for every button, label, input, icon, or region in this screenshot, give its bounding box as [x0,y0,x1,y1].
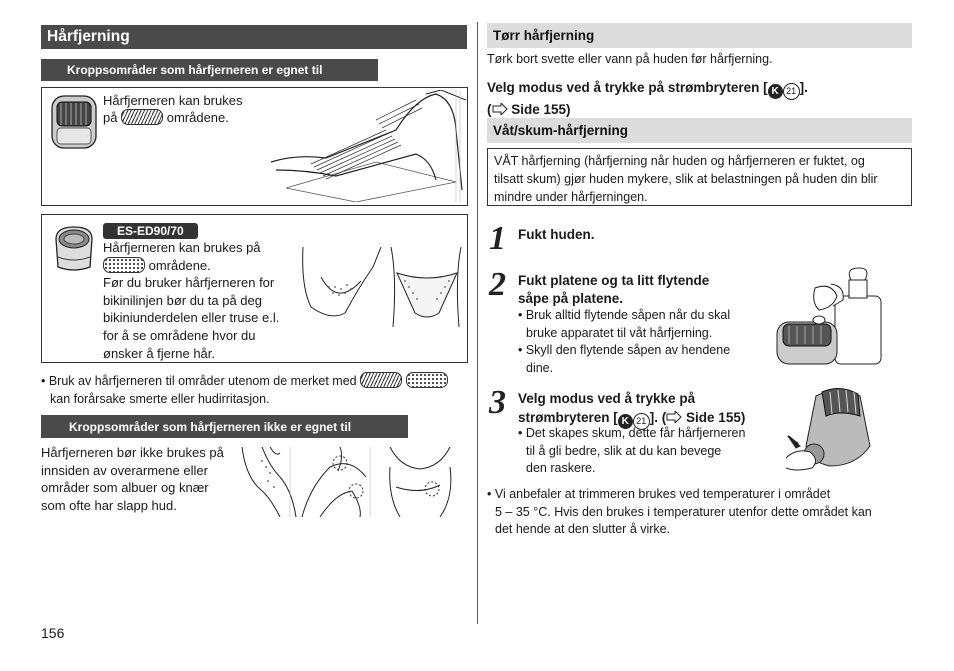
temperature-note-line: • Vi anbefaler at trimmeren brukes ved temperaturer i området [487,487,831,501]
wet-info-line: VÅT hårfjerning (hårfjerning når huden og hårfjerneren er fuktet, og [494,154,865,168]
epilator-head-icon [48,94,100,150]
step-3-title-mid: ]. ( [649,410,667,425]
wet-info-box [487,148,912,206]
epilator-hand-illustration [786,386,882,472]
hatch-swatch-icon [121,109,163,125]
temperature-note [487,486,872,539]
hatch-swatch-icon [360,372,402,388]
step-2-bullet-line: dine. [526,360,554,375]
box2-para-line: bikiniunderdelen eller truse e.l. [103,310,280,326]
box2-para-line: bikinilinjen bør du ta på deg [103,292,262,308]
wet-info-line: mindre under hårfjerningen. [494,190,648,204]
dry-heading: Tørr hårfjerning [493,28,595,43]
box1-line1: Hårfjerneren kan brukes [103,93,243,108]
bikini-illustration [301,247,465,327]
dry-heading-bar [487,23,912,48]
step-3-title-post: Side 155) [686,410,746,425]
wet-heading-bar [487,118,912,143]
section-title-bar [41,25,467,49]
step-3-bullet [518,425,745,478]
suitable-box-2 [41,214,468,363]
box2-text [103,239,279,362]
step-3-title-pre: strømbryteren [ [518,410,618,425]
box2-para-line: Før du bruker hårfjerneren for [103,275,275,291]
temperature-note-line: 5 – 35 °C. Hvis den brukes i temperaturer utenfor dette området kan [495,504,872,519]
unsuitable-heading: Kroppsområder som hårfjerneren ikke er egnet til [69,420,352,434]
box1-line2 [103,109,242,126]
circled-number-icon: 21 [633,413,650,430]
mode-line1 [487,78,808,100]
step-3-number: 3 [489,384,506,421]
box2-line2-post: områdene. [148,257,211,273]
usage-note [41,372,471,408]
unsuitable-text [41,444,224,514]
k-mode-icon: K [618,414,633,429]
k-mode-icon: K [768,84,783,99]
box2-line2 [103,257,279,275]
usage-note-text: • Bruk av hårfjerneren til områder utenom de merket med [41,374,357,388]
legs-illustration [266,90,466,202]
column-divider [477,22,478,624]
step-3-bullet-line: • Det skapes skum, dette får hårfjerneren [518,426,746,440]
box1-line2-post: områdene. [166,110,229,125]
box2-line1: Hårfjerneren kan brukes på [103,240,261,255]
suitable-box-1 [41,87,468,206]
mode-instruction [487,78,808,119]
step-2-bullet-line: bruke apparatet til våt hårfjerning. [526,325,713,340]
step-1-number: 1 [489,220,506,257]
wet-info-line: tilsatt skum) gjør huden mykere, slik at belastningen på huden din blir [494,172,878,186]
arrow-right-icon [492,103,508,115]
step-3-bullet-line: den raskere. [526,461,596,475]
step-2-title-line: Fukt platene og ta litt flytende [518,273,710,288]
temperature-note-line: det hende at den slutter å virke. [495,522,671,536]
arms-knee-illustration [240,447,460,517]
box2-para-line: ønsker å fjerne hår. [103,345,215,361]
unsuitable-line: innsiden av overarmene eller [41,462,208,478]
unsuitable-line: som ofte har slapp hud. [41,497,177,513]
box1-line2-pre: på [103,110,118,125]
mode-line1-pre: Velg modus ved å trykke på strømbryteren [ [487,80,768,95]
step-3-title [518,389,745,430]
unsuitable-line: områder som albuer og knær [41,480,209,496]
shaver-head-icon [50,223,98,275]
circled-number-icon: 21 [783,83,800,100]
step-1-title: Fukt huden. [518,227,595,242]
dot-swatch-icon [103,257,145,273]
mode-line1-post: ]. [799,80,808,95]
step-3-bullet-line: til å gli bedre, slik at du kan bevege [526,443,722,458]
unsuitable-heading-bar [41,415,408,438]
soap-bottle-illustration [775,266,885,366]
box1-text [103,92,242,126]
suitable-heading-bar [41,59,378,81]
usage-note-line1 [41,372,471,390]
suitable-heading: Kroppsområder som hårfjerneren er egnet til [67,63,323,77]
step-2-title [518,272,709,308]
step-3-title-line1: Velg modus ved å trykke på [518,391,696,406]
mode-line2: ( Side 155) [487,102,571,117]
step-2-number: 2 [489,266,506,303]
section-title: Hårfjerning [47,28,130,45]
step-2-bullets [518,307,730,377]
usage-note-line2: kan forårsake smerte eller hudirritasjon. [50,392,270,406]
step-2-title-line: såpe på platene. [518,291,624,306]
wet-heading: Våt/skum-hårfjerning [493,123,629,138]
unsuitable-line: Hårfjerneren bør ikke brukes på [41,445,224,460]
box2-para-line: for å se områdene hvor du [103,327,256,343]
step-2-bullet-line: • Skyll den flytende såpen av hendene [518,343,731,357]
mode-line2-text: Side 155) [511,102,571,117]
arrow-right-icon [666,411,682,423]
model-badge: ES-ED90/70 [103,223,198,239]
page-number: 156 [41,625,65,641]
dot-swatch-icon [406,372,448,388]
step-2-bullet-line: • Bruk alltid flytende såpen når du skal [518,308,731,322]
dry-text: Tørk bort svette eller vann på huden før hårfjerning. [487,52,773,66]
